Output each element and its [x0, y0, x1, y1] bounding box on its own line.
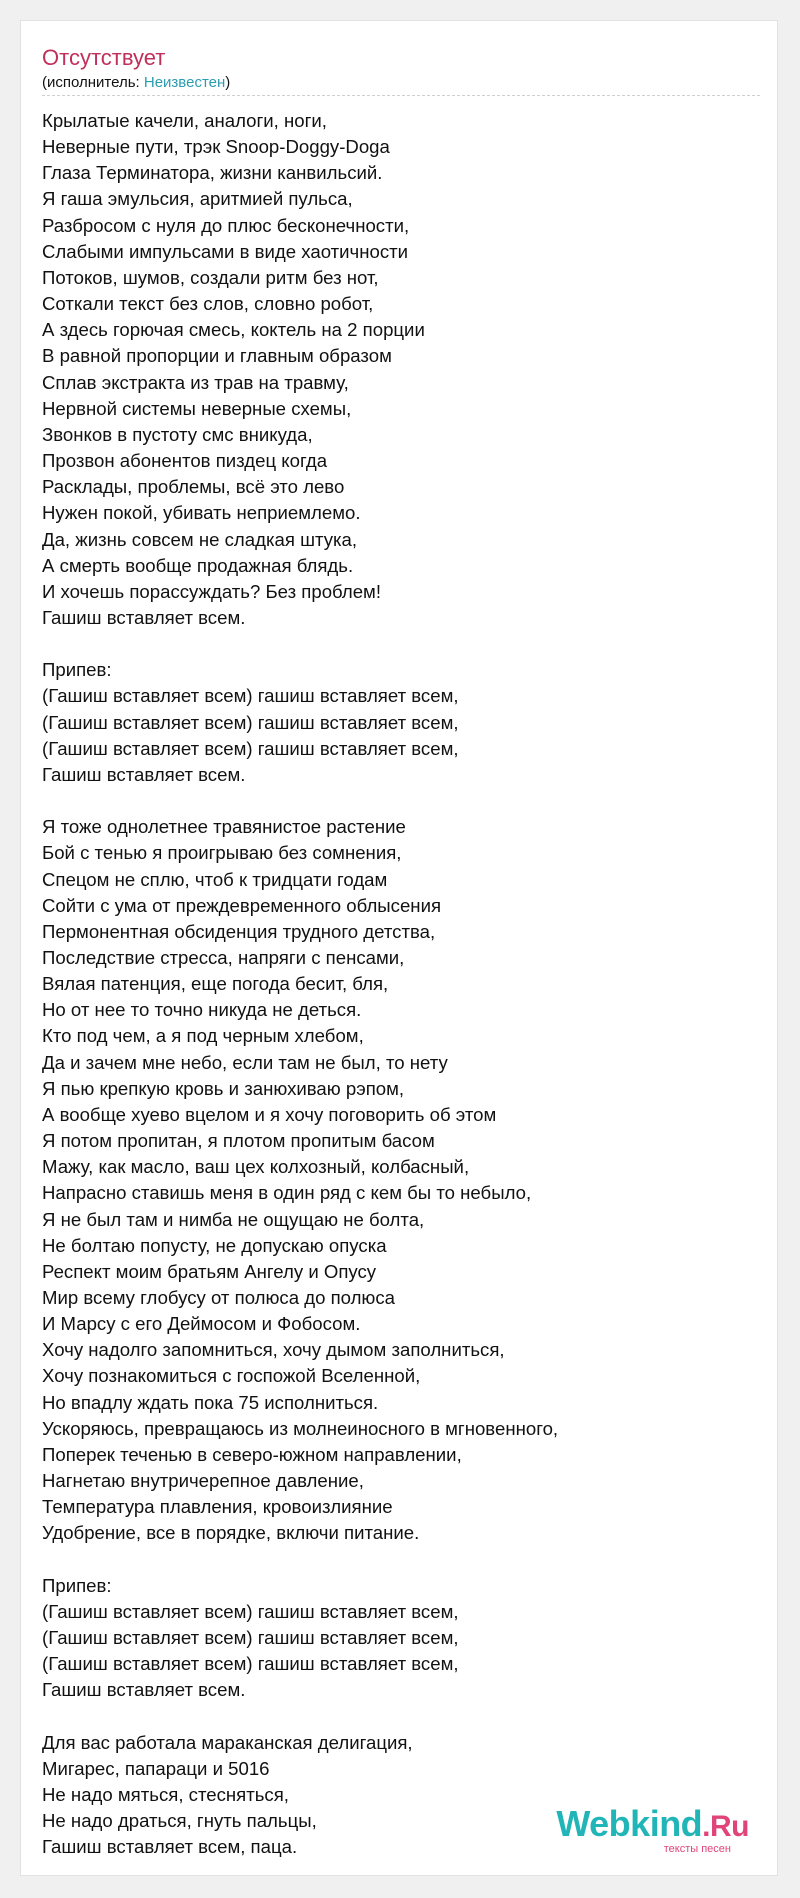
lyric-line: Ускоряюсь, превращаюсь из молнеиносного в мгновенного,	[42, 1417, 559, 1439]
artist-link[interactable]: Неизвестен	[143, 74, 226, 91]
lyric-line: Гашиш вставляет всем.	[42, 1679, 246, 1701]
lyric-line: А вообще хуево вцелом и я хочу поговорить об этом	[42, 1103, 497, 1125]
lyric-line: (Гашиш вставляет всем) гашиш вставляет всем,	[42, 1627, 459, 1649]
lyric-line: Припев:	[42, 659, 112, 681]
lyric-line: Кто под чем, а я под черным хлебом,	[42, 1025, 364, 1047]
stanza-gap	[42, 788, 757, 814]
lyrics-page	[20, 20, 778, 1876]
lyric-line: Гашиш вставляет всем.	[42, 606, 246, 628]
lyric-line: Припев:	[42, 1574, 112, 1596]
meta-prefix: (исполнитель:	[42, 74, 144, 91]
stanza	[42, 657, 757, 788]
lyric-line: Поперек теченью в северо-южном направлении,	[42, 1443, 462, 1465]
lyric-line: Гашиш вставляет всем.	[42, 763, 246, 785]
logo-wordmark	[556, 1803, 749, 1845]
lyric-line: Мир всему глобусу от полюса до полюса	[42, 1287, 396, 1308]
lyric-line: Нервной системы неверные схемы,	[42, 397, 352, 419]
lyric-line: Неверные пути, трэк Snoop-Doggy-Doga	[42, 136, 390, 158]
lyric-line: Нагнетаю внутричерепное давление,	[42, 1470, 364, 1492]
lyric-line: Да и зачем мне небо, если там не был, то нету	[42, 1051, 448, 1073]
lyric-line: Но впадлу ждать пока 75 исполниться.	[42, 1391, 379, 1413]
lyric-line: Не болтаю попусту, не допускаю опуска	[42, 1234, 387, 1256]
lyric-line: Не надо мяться, стесняться,	[42, 1783, 289, 1805]
title-divider	[42, 95, 760, 96]
lyric-line: (Гашиш вставляет всем) гашиш вставляет всем,	[42, 1653, 459, 1675]
lyric-line: (Гашиш вставляет всем) гашиш вставляет всем,	[42, 711, 459, 733]
lyric-line: А здесь горючая смесь, коктель на 2 порции	[42, 319, 425, 341]
lyric-line: Удобрение, все в порядке, включи питание.	[42, 1522, 420, 1544]
stanza-gap	[42, 631, 757, 657]
lyric-line: Респект моим братьям Ангелу и Опусу	[42, 1260, 377, 1282]
lyric-line: Последствие стресса, напряги с пенсами,	[42, 946, 405, 968]
lyric-line: В равной пропорции и главным образом	[42, 345, 392, 367]
lyric-line: Я не был там и нимба не ощущаю не болта,	[42, 1208, 425, 1230]
lyric-line: Гашиш вставляет всем, паца.	[42, 1836, 298, 1858]
lyric-line: Температура плавления, кровоизлияние	[42, 1496, 393, 1518]
lyric-line: Слабыми импульсами в виде хаотичности	[42, 240, 409, 262]
lyric-line: Для вас работала мараканская делигация,	[42, 1731, 413, 1753]
lyric-line: Хочу познакомиться с госпожой Вселенной,	[42, 1365, 421, 1387]
lyric-line: Напрасно ставишь меня в один ряд с кем бы то небыло,	[42, 1182, 532, 1204]
logo-brand: Webkind	[556, 1803, 703, 1844]
lyric-line: (Гашиш вставляет всем) гашиш вставляет всем,	[42, 1600, 459, 1622]
lyric-line: Я потом пропитан, я плотом пропитым басом	[42, 1130, 435, 1152]
lyric-line: (Гашиш вставляет всем) гашиш вставляет всем,	[42, 737, 459, 759]
lyric-line: Бой с тенью я проигрываю без сомнения,	[42, 842, 402, 864]
lyric-line: Я тоже однолетнее травянистое растение	[42, 816, 406, 838]
lyric-line: Потоков, шумов, создали ритм без нот,	[42, 266, 379, 288]
lyric-line: Глаза Терминатора, жизни канвильсий.	[42, 162, 383, 184]
lyric-line: Но от нее то точно никуда не деться.	[42, 999, 362, 1021]
lyric-line: Сойти с ума от преждевременного облысения	[42, 894, 442, 916]
lyric-line: Нужен покой, убивать неприемлемо.	[42, 502, 361, 524]
lyric-line: Соткали текст без слов, словно робот,	[42, 293, 374, 315]
lyric-line: Хочу надолго запомниться, хочу дымом заполниться,	[42, 1339, 505, 1361]
logo-tld: .Ru	[702, 1810, 749, 1843]
lyric-line: Спецом не сплю, чтоб к тридцати годам	[42, 868, 388, 890]
lyric-line: Звонков в пустоту смс вникуда,	[42, 423, 313, 445]
lyric-line: Вялая патенция, еще погода бесит, бля,	[42, 973, 389, 995]
lyric-line: Разбросом с нуля до плюс бесконечности,	[42, 214, 410, 236]
site-logo[interactable]	[556, 1803, 749, 1855]
lyric-line: Расклады, проблемы, всё это лево	[42, 476, 345, 498]
lyrics-body	[42, 108, 757, 1860]
lyric-line: Прозвон абонентов пиздец когда	[42, 450, 328, 472]
stanza	[42, 108, 757, 631]
song-meta	[42, 73, 230, 93]
lyric-line: А смерть вообще продажная блядь.	[42, 554, 354, 576]
lyric-line: (Гашиш вставляет всем) гашиш вставляет всем,	[42, 685, 459, 707]
lyric-line: Не надо драться, гнуть пальцы,	[42, 1810, 317, 1832]
lyric-line: И Марсу с его Деймосом и Фобосом.	[42, 1313, 361, 1335]
lyric-line: Да, жизнь совсем не сладкая штука,	[42, 528, 358, 550]
lyric-line: Крылатые качели, аналоги, ноги,	[42, 110, 327, 131]
lyric-line: Я пью крепкую кровь и занюхиваю рэпом,	[42, 1077, 405, 1099]
lyric-line: Сплав экстракта из трав на травму,	[42, 371, 349, 393]
lyric-line: Пермонентная обсиденция трудного детства,	[42, 920, 436, 942]
meta-suffix: )	[225, 74, 231, 91]
stanza	[42, 814, 757, 1546]
lyric-line: Я гаша эмульсия, аритмией пульса,	[42, 188, 353, 210]
logo-tagline: тексты песен	[663, 1843, 731, 1855]
stanza-gap	[42, 1703, 757, 1729]
lyric-line: Мажу, как масло, ваш цех колхозный, колбасный,	[42, 1156, 470, 1178]
stanza	[42, 1573, 757, 1704]
lyric-line: И хочешь порассуждать? Без проблем!	[42, 580, 381, 602]
stanza-gap	[42, 1547, 757, 1573]
song-title: Отсутствует	[42, 45, 166, 70]
lyric-line: Мигарес, папараци и 5016	[42, 1757, 270, 1779]
